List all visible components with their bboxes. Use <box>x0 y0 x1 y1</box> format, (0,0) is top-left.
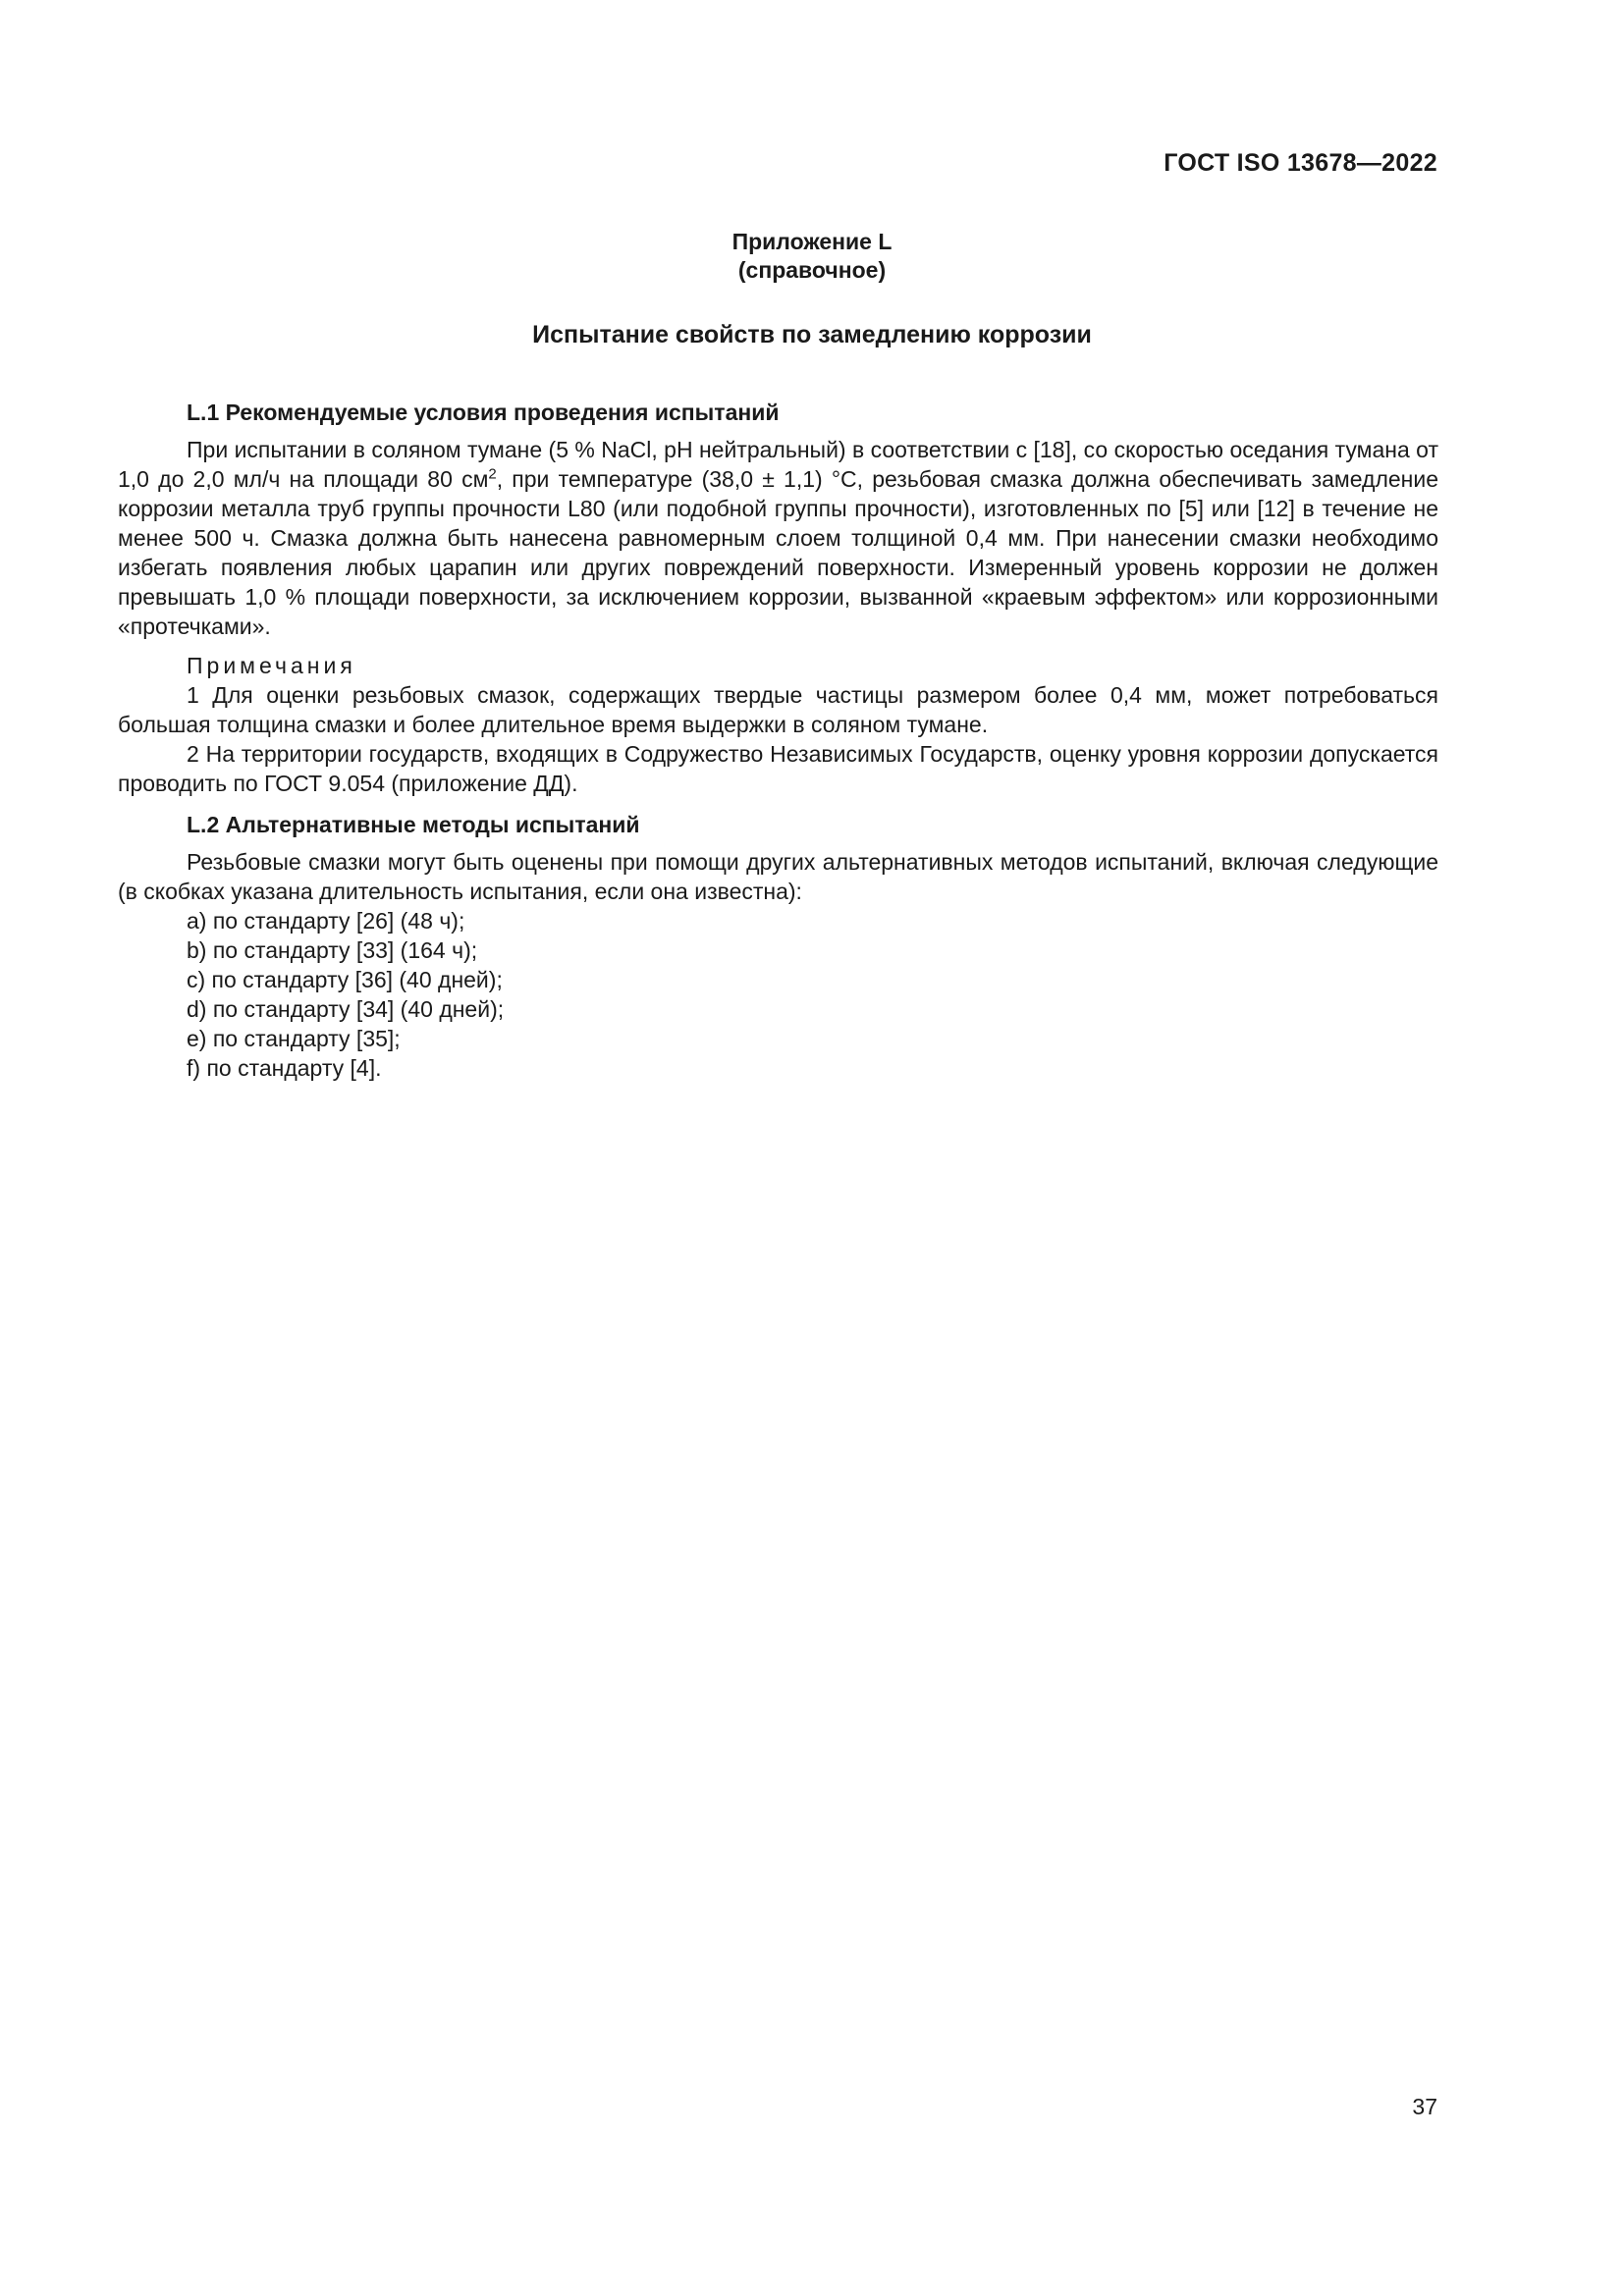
section-1-text-a: При испытании в соляном тумане (5 % NaCl, pH нейтральный) в соответствии с [18], со скоростью оседания тумана от 1,0 до 2,0 мл/ч на площади 80 см <box>118 437 1438 492</box>
list-item: e) по стандарту [35]; <box>187 1026 401 1051</box>
superscript-2: 2 <box>488 465 497 483</box>
note-1: 1 Для оценки резьбовых смазок, содержащих твердые частицы размером более 0,4 мм, может потребоваться большая толщина смазки и более длительное время выдержки в соляном тумане. <box>118 682 1438 737</box>
section-2-paragraph: Резьбовые смазки могут быть оценены при помощи других альтернативных методов испытаний, включая следующие (в скобках указана длительность испытания, если она известна): <box>118 849 1438 904</box>
annex-title: Испытание свойств по замедлению коррозии <box>532 321 1092 348</box>
section-1-heading: L.1 Рекомендуемые условия проведения испытаний <box>187 400 780 425</box>
annex-status: (справочное) <box>737 257 887 283</box>
section-1-paragraph <box>118 435 1438 641</box>
list-item: d) по стандарту [34] (40 дней); <box>187 996 505 1022</box>
note-2: 2 На территории государств, входящих в Содружество Независимых Государств, оценку уровня коррозии допускается проводить по ГОСТ 9.054 (приложение ДД). <box>118 741 1438 796</box>
test-methods-list <box>118 906 1438 1083</box>
page-number: 37 <box>1412 2094 1437 2119</box>
section-2-heading: L.2 Альтернативные методы испытаний <box>187 812 640 837</box>
list-item: f) по стандарту [4]. <box>187 1055 382 1081</box>
annex-heading <box>0 228 1624 285</box>
section-1-text-b: , при температуре (38,0 ± 1,1) °C, резьбовая смазка должна обеспечивать замедление коррозии металла труб группы прочности L80 (или подобной группы прочности), изготовленных по [5] или [12] в течение не менее 500 ч. Смазка должна быть нанесена равномерным слоем толщиной 0,4 мм. При нанесении смазки необходимо избегать появления любых царапин или других повреждений поверхности. Измеренный уровень коррозии не должен превышать 1,0 % площади поверхности, за исключением коррозии, вызванной «краевым эффектом» или коррозионными «протечками». <box>118 466 1438 639</box>
list-item: c) по стандарту [36] (40 дней); <box>187 967 503 992</box>
list-item: b) по стандарту [33] (164 ч); <box>187 937 478 963</box>
document-body <box>118 398 1438 1083</box>
annex-label: Приложение L <box>731 229 893 254</box>
list-item: a) по стандарту [26] (48 ч); <box>187 908 465 934</box>
notes-heading: Примечания <box>187 653 356 678</box>
document-header-id: ГОСТ ISO 13678—2022 <box>1164 149 1437 177</box>
